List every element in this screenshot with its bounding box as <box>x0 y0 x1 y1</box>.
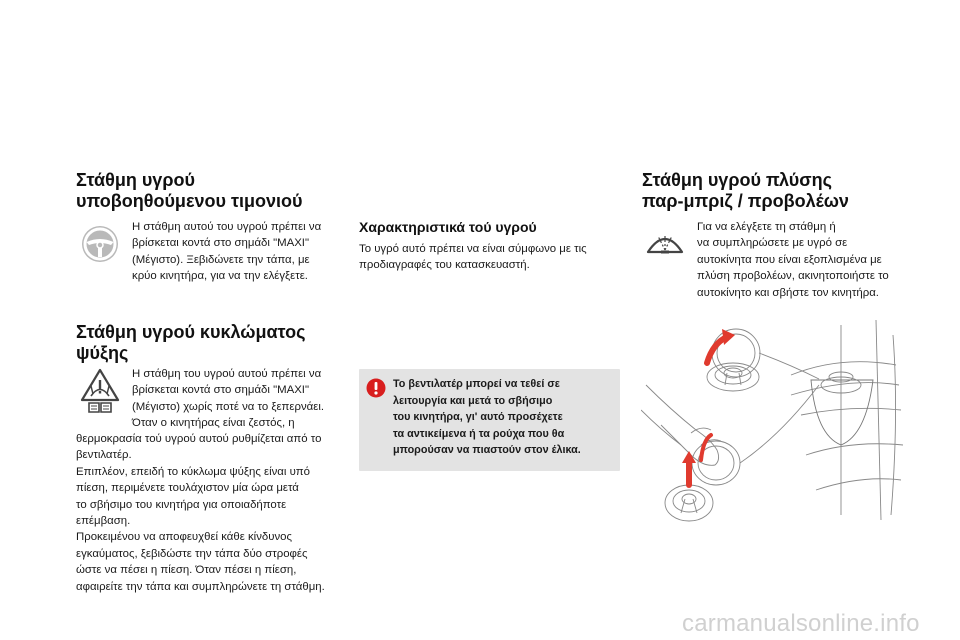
brake-fluid-text: Η στάθμη αυτού του υγρού πρέπει να βρίσκεται κοντά στο σημάδι "MAXI" (Μέγιστο). Ξεβιδώνετε την τάπα, με κρύο κινητήρα, για να την ελέγξετε. <box>132 221 322 283</box>
fan-warning-box <box>359 369 620 471</box>
exclamation-icon <box>366 378 386 398</box>
washer-fluid-text: Για να ελέγξετε τη στάθμη ή να συμπληρώσετε με υγρό σε αυτοκίνητα που είναι εξοπλισμένα με πλύση προβολέων, ακινητοποιήστε το αυτοκίνητο και σβήστε τον κινητήρα. <box>697 221 889 299</box>
windscreen-washer-icon <box>644 222 686 256</box>
fluid-spec-text: Το υγρό αυτό πρέπει να είναι σύμφωνο με τις προδιαγραφές του κατασκευαστή. <box>359 243 587 272</box>
warning-manual-icon <box>80 368 120 414</box>
watermark: carmanualsonline.info <box>682 610 920 637</box>
coolant-title: Στάθμη υγρού κυκλώματος ψύξης <box>76 322 306 363</box>
coolant-text-intro: Η στάθμη του υγρού αυτού πρέπει να βρίσκεται κοντά στο σημάδι "MAXI" (Μέγιστο) χωρίς ποτέ να το ξεπερνάει. Όταν ο κινητήρας είναι ζεστός, η <box>132 368 325 430</box>
brake-fluid-title: Στάθμη υγρού υποβοηθούμενου τιμονιού <box>76 170 303 211</box>
fan-warning-text: Το βεντιλατέρ μπορεί να τεθεί σε λειτουργία και μετά το σβήσιμο του κινητήρα, γι' αυτό προσέχετε τα αντικείμενα ή τα ρούχα που θα μπορούσαν να πιαστούν στον έλικα. <box>393 378 581 457</box>
coolant-cap-illustration <box>641 315 905 525</box>
coolant-text-body: θερμοκρασία τού υγρού αυτού ρυθμίζεται από το βεντιλατέρ. Επιπλέον, επειδή το κύκλωμα ψύξης είναι υπό πίεση, περιμένετε τουλάχιστον μία ώρα μετά το σβήσιμο του κινητήρα για οποιαδήποτε επέμβαση. Προκειμένου να αποφευχθεί κάθε κίνδυνος εγκαύματος, ξεβιδώστε την τάπα δύο στροφές ώστε να πέσει η πίεση. Όταν πέσει η πίεση, αφαιρείτε την τάπα και συμπληρώνετε τη στάθμη. <box>76 433 325 593</box>
washer-fluid-title: Στάθμη υγρού πλύσης παρ-μπριζ / προβολέων <box>642 170 849 211</box>
steering-wheel-icon <box>78 222 122 266</box>
fluid-spec-title: Χαρακτηριστικά τού υγρού <box>359 219 537 235</box>
